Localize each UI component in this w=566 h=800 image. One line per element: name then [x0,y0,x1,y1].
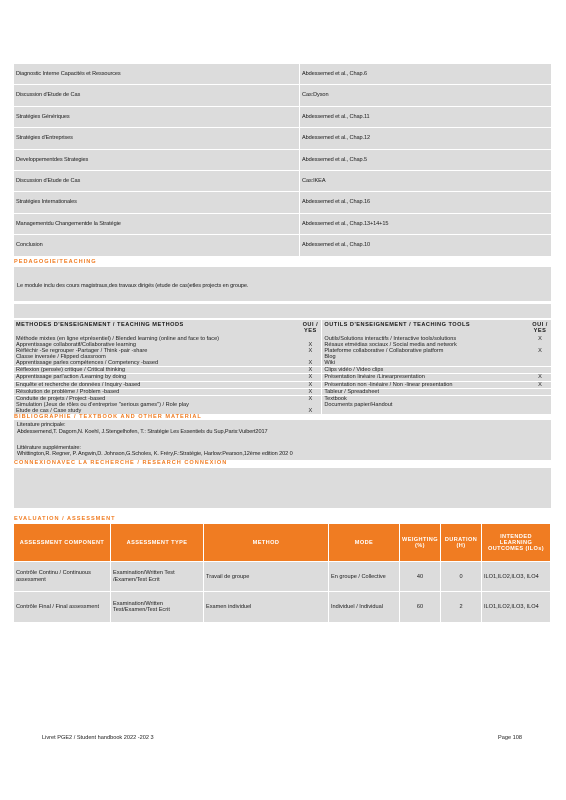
tool-check [529,388,551,395]
bibliography-heading: BIBLIOGRAPHIE / TEXTBOOK AND OTHER MATERIAL [14,414,202,421]
schedule-row [14,128,551,149]
assessment-cell: Individuel / Individual [329,592,400,622]
footer-left: Livret PGE2 / Student handbook 2022 -202 3 [42,735,154,741]
method-label: Etude de cas / Case study [16,408,82,415]
methods-row [14,381,551,388]
methods-row [14,360,551,367]
schedule-row [14,170,551,191]
bibliography-main-text: Abdessemend,T. Dagorn,N. Koehl, J.Stengelhofen, T.: Stratégie Les Essentiels du Sup,Paris:Vuibert2017 [17,428,268,435]
tool-check [529,360,551,367]
methods-row [14,395,551,402]
connexion-box [14,468,551,508]
page-footer [42,735,522,741]
schedule-reference: Abdessemed et al., Chap.16 [300,192,552,213]
assessment-header: ASSESSMENT TYPE [111,524,204,562]
method-label: Classe inversée / Flipped classroom [16,353,106,360]
schedule-topic: Conclusion [14,235,300,256]
tool-label: Documents papier/Handout [322,402,529,408]
tool-label: Textbook [322,395,529,402]
tool-check: X [529,374,551,381]
methods-row [14,367,551,374]
bibliography-extra-text: Whittington,R. Regner, P. Angwin,D. Johnson,G.Scholes, K. Fréry,F.:Stratégie, Harlow:Pearson,12ème edition 202 0 [17,451,293,458]
methods-right-header: OUTILS D'ENSEIGNEMENT / TEACHING TOOLS [322,320,529,336]
assessment-row [14,592,551,622]
page-number: Page 108 [498,735,522,741]
method-label: Méthode mixtes (en ligne etprésentiel) / Blended learning (online and face to face) [16,335,220,342]
tool-label: Outils/Solutions interactifs / Interactive tools/solutions [322,336,529,342]
method-label: Apprentissage parl'action /Learning by doing [14,374,299,381]
schedule-row [14,235,551,256]
assessment-cell: 0 [441,562,482,592]
assessment-cell: Examen individuel [204,592,329,622]
assessment-header: WEIGHTING (%) [400,524,441,562]
assessment-header: INTENDED LEARNING OUTCOMES (ILOs) [482,524,551,562]
schedule-reference: Abdessemed et al., Chap.10 [300,235,552,256]
schedule-topic: Developpementdes Strategies [14,149,300,170]
tool-check [529,395,551,402]
method-check: X [299,374,322,381]
assessment-cell: Examination/Written Test /Examen/Test Ecrit [111,562,204,592]
schedule-table [14,64,551,257]
assessment-cell: Examination/Written Test/Examen/Test Ecrit [111,592,204,622]
bibliography-extra-label: Littérature supplémentaire: [17,445,81,452]
method-check: X [299,395,322,402]
method-label: Réfléchir -Se regrouper -Partager / Think -pair -share [16,347,148,354]
assessment-cell: ILO1,ILO2,ILO3, ILO4 [482,562,551,592]
tool-label: Plateforme collaborative / Collaborative platform [322,348,529,354]
page-content [14,64,551,622]
assessment-cell: ILO1,ILO2,ILO3, ILO4 [482,592,551,622]
pedagogy-heading: PEDAGOGIE/TEACHING [14,258,97,265]
connexion-heading: CONNEXIONAVEC LA RECHERCHE / RESEARCH CONNEXION [14,459,228,466]
method-check: X [299,367,322,374]
schedule-reference: Abdessemed et al., Chap.5 [300,149,552,170]
tool-check: X [538,335,542,342]
method-check: X [308,408,313,415]
assessment-header: MODE [329,524,400,562]
assessment-header: DURATION (H) [441,524,482,562]
assessment-cell: Travail de groupe [204,562,329,592]
tool-label: Résaux etmédias sociaux / Social media and network [322,342,529,348]
tool-label: Présentation non -linéaire / Non -linear presentation [322,381,529,388]
schedule-reference: Abdessemed et al., Chap.11 [300,106,552,127]
method-check: X [308,341,313,348]
schedule-reference: Abdessemed et al., Chap.13+14+15 [300,213,552,234]
evaluation-heading: EVALUATION / ASSESSMENT [14,515,116,522]
schedule-row [14,85,551,106]
assessment-header: ASSESSMENT COMPONENT [14,524,111,562]
schedule-reference: Cas:Dyson [300,85,552,106]
methods-row [14,388,551,395]
assessment-cell: Contrôle Continu / Continuous assessment [14,562,111,592]
oui-left: OUI / YES [302,321,319,334]
schedule-row [14,213,551,234]
method-check: X [308,360,313,367]
spacer-band [14,304,551,318]
method-label: Résolution de problème / Problem -based [14,388,299,395]
schedule-topic: Discussion d'Etude de Cas [14,85,300,106]
schedule-row [14,106,551,127]
assessment-header: METHOD [204,524,329,562]
schedule-topic: Stratégies Internationales [14,192,300,213]
assessment-cell: 2 [441,592,482,622]
assessment-cell: Contrôle Final / Final assessment [14,592,111,622]
method-label: Apprentissage parles compétences / Competency -based [16,360,159,367]
schedule-topic: Stratégies Génériques [14,106,300,127]
tool-label: Présentation linéaire /Linearpresentation [322,374,529,381]
schedule-topic: Discussion d'Etude de Cas [14,170,300,191]
tool-check: X [529,381,551,388]
method-label: Enquête et recherche de données / Inquiry -based [14,381,299,388]
method-label: Conduite de projets / Project -based [14,395,299,402]
schedule-row [14,192,551,213]
schedule-topic: Managementdu Changementde la Stratégie [14,213,300,234]
assessment-cell: 40 [400,562,441,592]
method-check: X [299,381,322,388]
method-check: X [299,388,322,395]
methods-left-header: METHODES D'ENSEIGNEMENT / TEACHING METHODS [16,321,184,328]
tool-label: Wiki [322,360,529,367]
pedagogy-text: Le module inclu des cours magistraux,des travaux dirigés (etude de cas)etles projects en groupe. [14,267,551,301]
schedule-reference: Abdessemed et al., Chap.12 [300,128,552,149]
assessment-table [14,524,551,622]
assessment-cell: En groupe / Collective [329,562,400,592]
methods-row [14,374,551,381]
tool-check: X [538,347,542,354]
method-label: Simulation (Jeux de rôles ou d'entreprise "serious games") / Role play [16,401,189,408]
schedule-topic: Diagnostic Interne Capacités et Ressources [14,64,300,85]
tool-label: Tableur / Spreadsheet [322,388,529,395]
schedule-topic: Stratégies d'Entreprises [14,128,300,149]
assessment-cell: 60 [400,592,441,622]
method-check: X [308,347,313,354]
bibliography-main-label: Literature principale: [17,422,66,429]
method-label: Réflexion (pensée) critique / Critical thinking [14,367,299,374]
assessment-row [14,562,551,592]
schedule-reference: Abdessemed et al., Chap.6 [300,64,552,85]
methods-table [14,320,551,415]
tool-label: Clips vidéo / Video clips [322,367,529,374]
tool-check [529,367,551,374]
bibliography-box [14,420,551,460]
tool-label: Blog [322,354,529,360]
schedule-reference: Cas:IKEA [300,170,552,191]
schedule-row [14,149,551,170]
method-label: Apprentissage collaboratif/Collaborative learning [16,341,137,348]
schedule-row [14,64,551,85]
oui-right: OUI / YES [532,321,548,334]
